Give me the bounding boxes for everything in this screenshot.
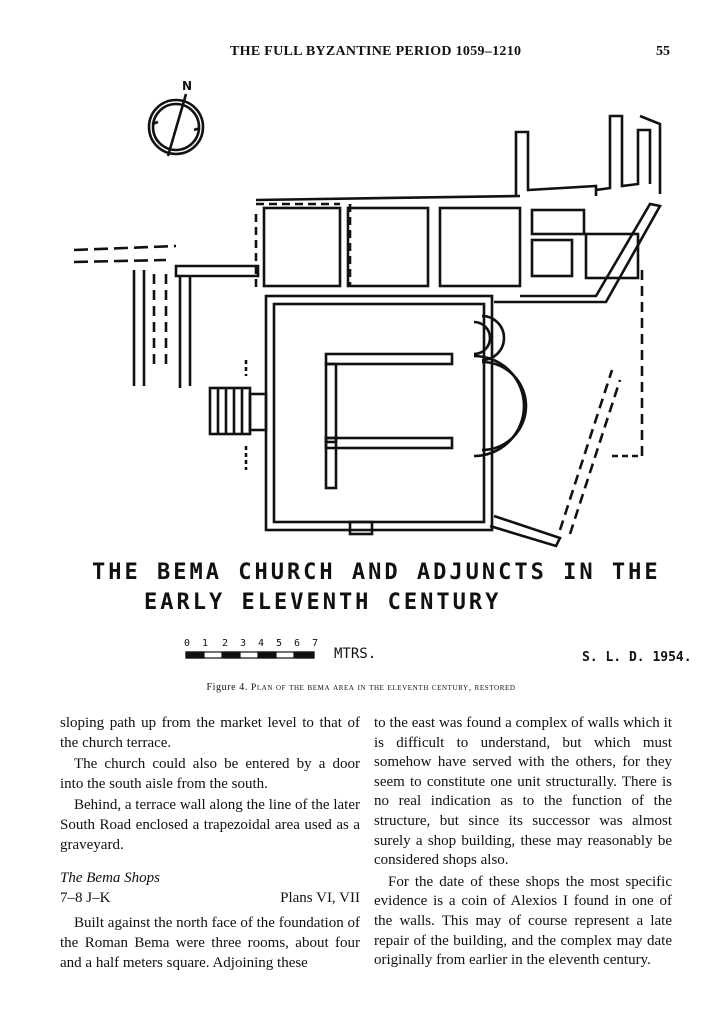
scale-tick-label: 5	[276, 638, 283, 649]
scale-tick-label: 0	[184, 638, 191, 649]
paragraph: to the east was found a complex of walls which it is difficult to understand, but which must somehow have served with the others, for they seem to constitute one unit structurally. There is no real indication as to the function of the structure, but since its successor was almost surely a shop building, these may reasonably be considered shops also.	[374, 715, 672, 869]
running-title: THE FULL BYZANTINE PERIOD 1059–1210	[230, 44, 522, 59]
entrance-steps	[210, 360, 266, 470]
plan-reference: Plans VI, VII	[280, 889, 360, 906]
north-arrow-icon	[149, 94, 203, 156]
paragraph: sloping path up from the market level to that of the church terrace.	[60, 715, 360, 751]
caption-prefix: Figure 4.	[206, 682, 248, 693]
paragraph: Behind, a terrace wall along the line of the later South Road enclosed a trapezoidal area used as a graveyard.	[60, 797, 360, 853]
scale-unit: MTRS.	[334, 646, 377, 662]
scale-tick-label: 4	[258, 638, 265, 649]
section-heading: The Bema Shops	[60, 870, 160, 887]
hand-lettered-title-line2: EARLY ELEVENTH CENTURY	[144, 590, 502, 615]
scale-tick-label: 1	[202, 638, 209, 649]
page-header	[0, 44, 722, 66]
figure-caption	[0, 682, 722, 693]
caption-text: Plan of the bema area in the eleventh century, restored	[250, 683, 516, 693]
section-reference	[60, 889, 360, 909]
west-terrace-walls	[74, 246, 258, 388]
hand-lettered-title-line1: THE BEMA CHURCH AND ADJUNCTS IN THE	[92, 560, 661, 585]
bema-shops	[256, 196, 520, 290]
right-column	[374, 714, 672, 971]
paragraph: For the date of these shops the most specific evidence is a coin of Alexios I found in one of the walls. This may of course represent a late repair of the building, and the complex may date originally from earlier in the eleventh century.	[374, 873, 672, 969]
bema-church-walls	[266, 296, 526, 534]
north-label: N	[182, 79, 193, 93]
scale-tick-label: 2	[222, 638, 229, 649]
paragraph: The church could also be entered by a door into the south aisle from the south.	[60, 756, 360, 792]
left-column	[60, 714, 360, 973]
grid-reference: 7–8 J–K	[60, 889, 111, 906]
scale-tick-label: 6	[294, 638, 301, 649]
site-plan	[0, 70, 722, 630]
scale-tick-label: 7	[312, 638, 319, 649]
paragraph: Built against the north face of the foundation of the Roman Bema were three rooms, about four and a half meters square. Adjoining these	[60, 915, 360, 971]
east-complex	[490, 116, 660, 546]
page-number: 55	[656, 44, 670, 59]
scale-tick-label: 3	[240, 638, 247, 649]
draftsman-signature: S. L. D. 1954.	[582, 650, 692, 665]
